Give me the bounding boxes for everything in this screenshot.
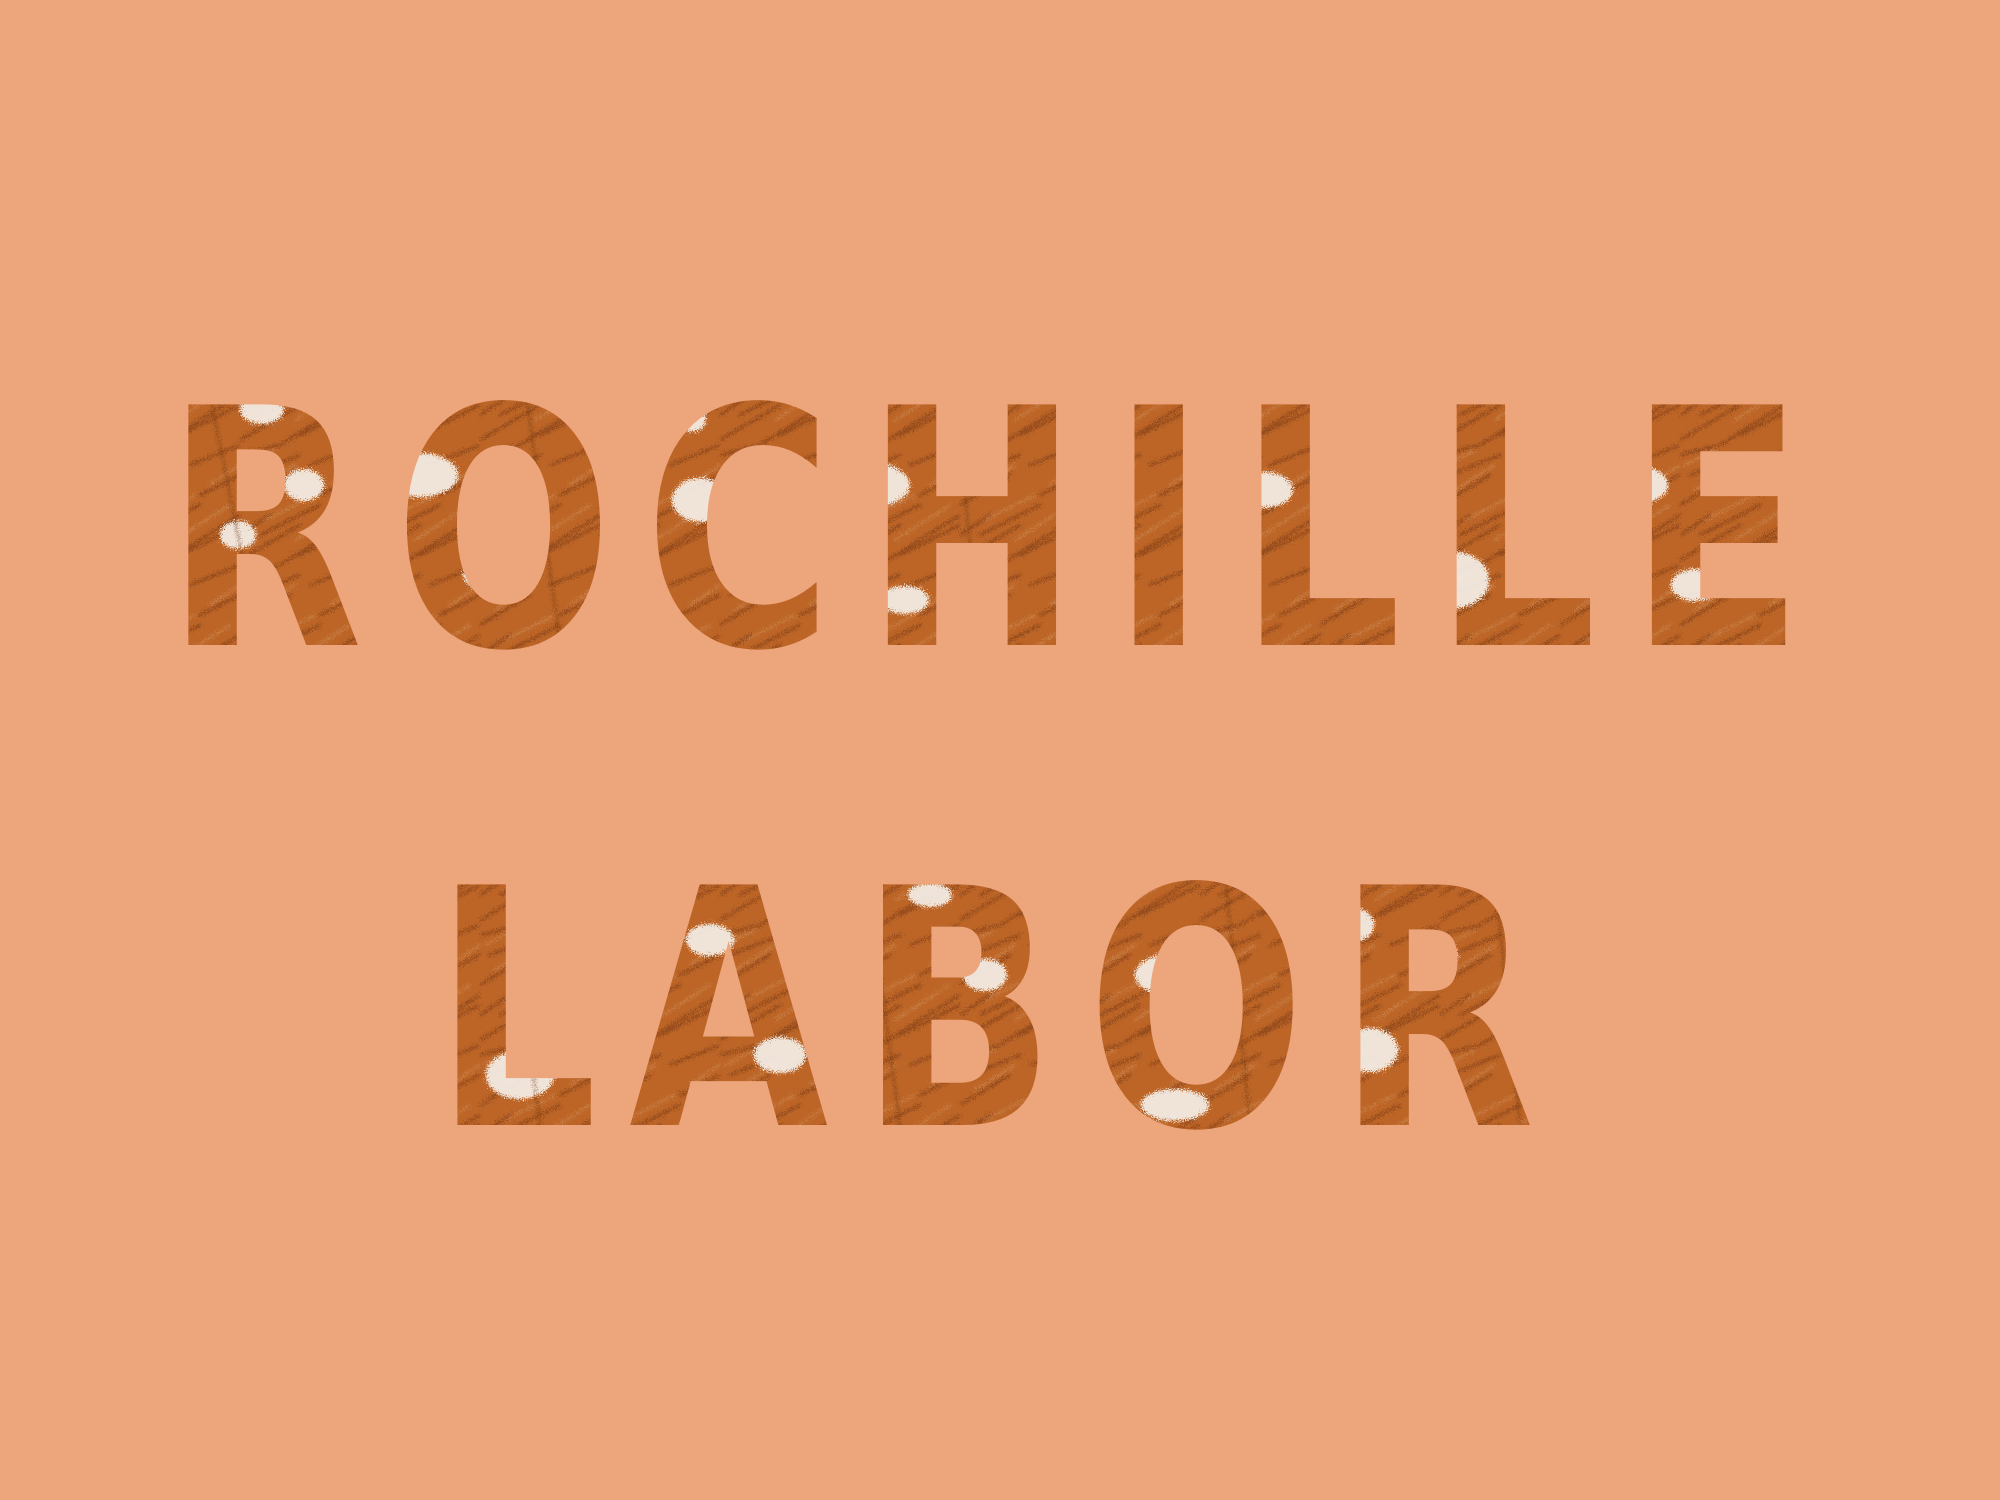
fur-title-line-2 <box>0 805 2000 1135</box>
fur-title-line-1 <box>0 325 2000 655</box>
